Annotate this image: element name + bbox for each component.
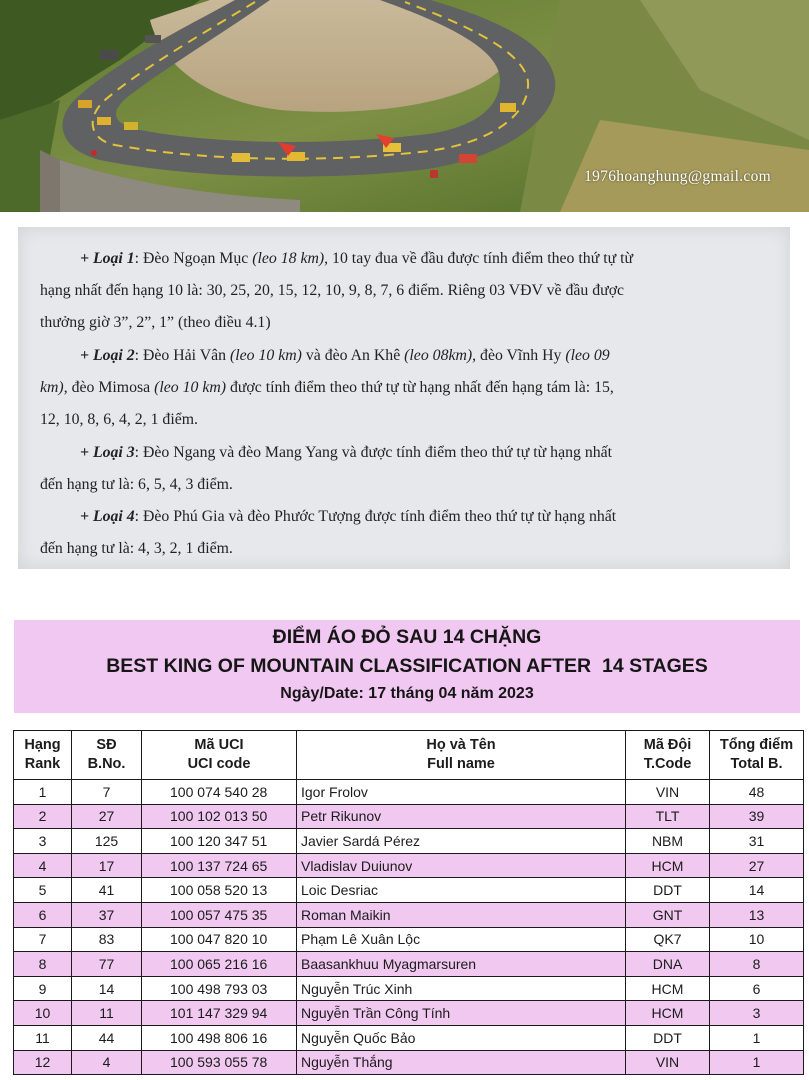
cell-total-points: 27	[710, 853, 804, 878]
cell-full-name: Phạm Lê Xuân Lộc	[297, 927, 626, 952]
header-rank-en: Rank	[24, 756, 61, 772]
header-uci-code	[142, 731, 297, 780]
cell-team-code: HCM	[626, 853, 710, 878]
table-body	[14, 780, 804, 1075]
cell-bib-number: 27	[72, 804, 142, 829]
cell-rank: 4	[14, 853, 72, 878]
table-row	[14, 1025, 804, 1050]
cell-team-code: DDT	[626, 878, 710, 903]
header-uci-code-vi: Mã UCI	[194, 737, 244, 753]
cell-team-code: DNA	[626, 952, 710, 977]
table-header-row	[14, 731, 804, 780]
cell-uci-code: 100 120 347 51	[142, 829, 297, 854]
cell-bib-number: 83	[72, 927, 142, 952]
cell-rank: 5	[14, 878, 72, 903]
cell-full-name: Igor Frolov	[297, 780, 626, 805]
cell-full-name: Nguyễn Trần Công Tính	[297, 1001, 626, 1026]
table-row	[14, 952, 804, 977]
cell-team-code: HCM	[626, 976, 710, 1001]
header-bib-number	[72, 731, 142, 780]
rule-category-2	[40, 340, 768, 436]
cell-uci-code: 101 147 329 94	[142, 1001, 297, 1026]
table-row	[14, 927, 804, 952]
rule-3-line-2: đến hạng tư là: 6, 5, 4, 3 điểm.	[40, 476, 233, 493]
header-full-name-vi: Họ và Tên	[426, 737, 496, 753]
title-vietnamese: ĐIỂM ÁO ĐỎ SAU 14 CHẶNG	[272, 626, 542, 648]
cell-bib-number: 41	[72, 878, 142, 903]
cell-bib-number: 17	[72, 853, 142, 878]
header-full-name	[297, 731, 626, 780]
header-bib-number-vi: SĐ	[96, 737, 117, 753]
cell-full-name: Nguyễn Thắng	[297, 1050, 626, 1075]
cell-uci-code: 100 074 540 28	[142, 780, 297, 805]
cell-total-points: 6	[710, 976, 804, 1001]
cell-uci-code: 100 057 475 35	[142, 902, 297, 927]
cell-bib-number: 4	[72, 1050, 142, 1075]
watermark-email: 1976hoanghung@gmail.com	[584, 168, 771, 185]
cell-bib-number: 7	[72, 780, 142, 805]
cell-bib-number: 14	[72, 976, 142, 1001]
cell-team-code: VIN	[626, 780, 710, 805]
cell-total-points: 10	[710, 927, 804, 952]
cell-team-code: DDT	[626, 1025, 710, 1050]
cell-team-code: VIN	[626, 1050, 710, 1075]
rule-category-4	[40, 501, 768, 565]
header-rank-vi: Hạng	[24, 737, 61, 753]
cell-bib-number: 37	[72, 902, 142, 927]
classification-header	[14, 620, 800, 713]
cell-rank: 9	[14, 976, 72, 1001]
rule-category-3	[40, 437, 768, 501]
cell-total-points: 14	[710, 878, 804, 903]
rule-4-line-2: đến hạng tư là: 4, 3, 2, 1 điểm.	[40, 540, 233, 557]
cell-uci-code: 100 137 724 65	[142, 853, 297, 878]
rule-1-line-2: hạng nhất đến hạng 10 là: 30, 25, 20, 15, 12, 10, 9, 8, 7, 6 điểm. Riêng 03 VĐV về đầu được	[40, 282, 625, 299]
header-rank	[14, 731, 72, 780]
cell-uci-code: 100 065 216 16	[142, 952, 297, 977]
rule-2-line-3: 12, 10, 8, 6, 4, 2, 1 điểm.	[40, 411, 198, 428]
cell-uci-code: 100 498 806 16	[142, 1025, 297, 1050]
rules-text	[18, 227, 790, 569]
table-row	[14, 780, 804, 805]
rule-4-line-1: + Loại 4: Đèo Phú Gia và đèo Phước Tượng được tính điểm theo thứ tự từ hạng nhất	[80, 508, 617, 525]
header-total-points-en: Total B.	[730, 756, 783, 772]
cell-rank: 2	[14, 804, 72, 829]
cell-total-points: 1	[710, 1050, 804, 1075]
cell-total-points: 48	[710, 780, 804, 805]
cell-full-name: Nguyễn Trúc Xinh	[297, 976, 626, 1001]
cell-rank: 10	[14, 1001, 72, 1026]
cell-full-name: Loic Desriac	[297, 878, 626, 903]
cell-total-points: 3	[710, 1001, 804, 1026]
cell-uci-code: 100 102 013 50	[142, 804, 297, 829]
table-row	[14, 902, 804, 927]
header-total-points	[710, 731, 804, 780]
table-row	[14, 829, 804, 854]
header-bib-number-en: B.No.	[87, 756, 126, 772]
cell-uci-code: 100 047 820 10	[142, 927, 297, 952]
cell-rank: 12	[14, 1050, 72, 1075]
cell-total-points: 1	[710, 1025, 804, 1050]
title-english: BEST KING OF MOUNTAIN CLASSIFICATION AFTER 14 STAGES	[106, 655, 708, 677]
cell-rank: 3	[14, 829, 72, 854]
header-uci-code-en: UCI code	[187, 756, 251, 772]
cell-team-code: HCM	[626, 1001, 710, 1026]
cell-full-name: Nguyễn Quốc Bảo	[297, 1025, 626, 1050]
cell-total-points: 13	[710, 902, 804, 927]
cell-uci-code: 100 058 520 13	[142, 878, 297, 903]
cell-bib-number: 125	[72, 829, 142, 854]
rule-2-line-2: km), đèo Mimosa (leo 10 km) được tính điểm theo thứ tự từ hạng nhất đến hạng tám là: 15,	[40, 379, 614, 396]
cell-total-points: 31	[710, 829, 804, 854]
header-team-code-en: T.Code	[643, 756, 692, 772]
cell-team-code: NBM	[626, 829, 710, 854]
cell-bib-number: 44	[72, 1025, 142, 1050]
header-total-points-vi: Tổng điểm	[719, 737, 794, 753]
cell-full-name: Javier Sardá Pérez	[297, 829, 626, 854]
table-row	[14, 878, 804, 903]
header-team-code-vi: Mã Đội	[643, 737, 692, 753]
cell-rank: 6	[14, 902, 72, 927]
cell-full-name: Vladislav Duiunov	[297, 853, 626, 878]
table-row	[14, 1001, 804, 1026]
cell-full-name: Petr Rikunov	[297, 804, 626, 829]
cell-team-code: GNT	[626, 902, 710, 927]
rule-1-line-3: thưởng giờ 3”, 2”, 1” (theo điều 4.1)	[40, 314, 271, 331]
cell-bib-number: 11	[72, 1001, 142, 1026]
rule-3-line-1: + Loại 3: Đèo Ngang và đèo Mang Yang và được tính điểm theo thứ tự từ hạng nhất	[80, 444, 613, 461]
classification-date: Ngày/Date: 17 tháng 04 năm 2023	[280, 685, 534, 702]
table-row	[14, 804, 804, 829]
header-full-name-en: Full name	[427, 756, 495, 772]
cell-rank: 8	[14, 952, 72, 977]
race-photo	[0, 0, 809, 212]
cell-team-code: TLT	[626, 804, 710, 829]
cell-total-points: 8	[710, 952, 804, 977]
cell-rank: 11	[14, 1025, 72, 1050]
rule-category-1	[40, 243, 768, 339]
cell-uci-code: 100 593 055 78	[142, 1050, 297, 1075]
cell-full-name: Roman Maikin	[297, 902, 626, 927]
rule-1-line-1: + Loại 1: Đèo Ngoạn Mục (leo 18 km), 10 tay đua về đầu được tính điểm theo thứ tự từ	[80, 250, 634, 267]
cell-total-points: 39	[710, 804, 804, 829]
cell-rank: 1	[14, 780, 72, 805]
cell-rank: 7	[14, 927, 72, 952]
classification-table	[13, 730, 804, 1075]
header-team-code	[626, 731, 710, 780]
table-row	[14, 853, 804, 878]
cell-uci-code: 100 498 793 03	[142, 976, 297, 1001]
table-row	[14, 976, 804, 1001]
cell-full-name: Baasankhuu Myagmarsuren	[297, 952, 626, 977]
rule-2-line-1: + Loại 2: Đèo Hải Vân (leo 10 km) và đèo An Khê (leo 08km), đèo Vĩnh Hy (leo 09	[80, 347, 610, 364]
cell-team-code: QK7	[626, 927, 710, 952]
table-row	[14, 1050, 804, 1075]
cell-bib-number: 77	[72, 952, 142, 977]
